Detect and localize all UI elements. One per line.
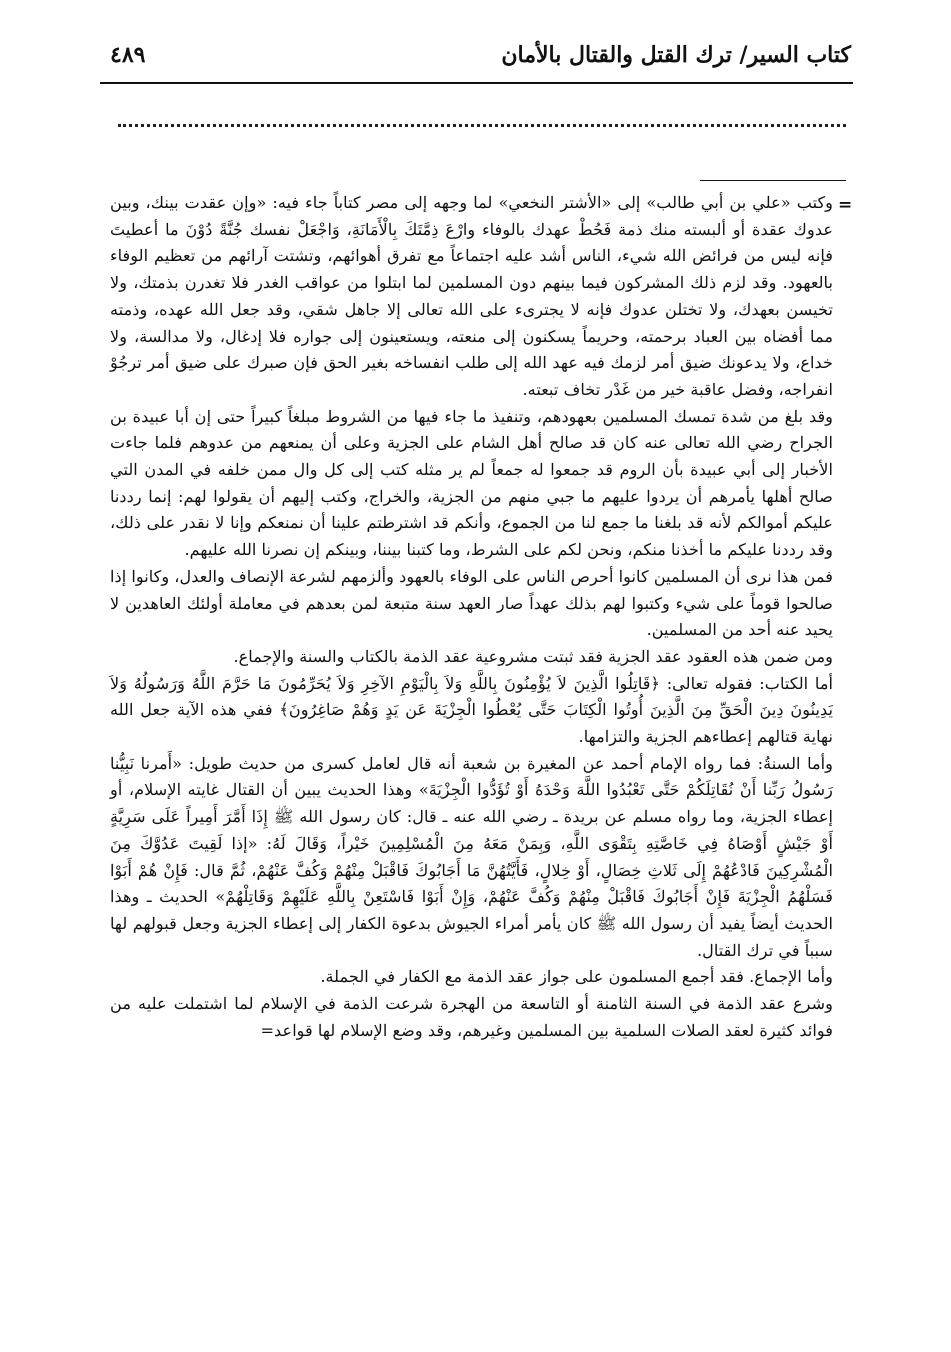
header-title: كتاب السير/ ترك القتل والقتال بالأمان: [501, 42, 851, 68]
footnote-body: [110, 190, 833, 1045]
continuation-mark: =: [838, 195, 853, 215]
paragraph: فمن هذا نرى أن المسلمين كانوا أحرص الناس على الوفاء بالعهود وألزمهم لشرعة الإنصاف والعدل، وكانوا إذا صالحوا قوماً على شيء وكتبوا لهم بذلك عهداً صار العهد سنة متبعة لمن بعدهم في معاملة أولئك العاهدين لا يحيد عنه أحد من المسلمين.: [109, 566, 833, 640]
paragraph: وقد بلغ من شدة تمسك المسلمين بعهودهم، وتنفيذ ما جاء فيها من الشروط مبلغاً كبيراً حتى إن أبا عبيدة بن الجراح رضي الله تعالى عنه كان قد صالح أهل الشام على الجزية وعلى أن يمنعهم من عدوهم فلما جاءت الأخبار إلى أبي عبيدة بأن الروم قد جمعوا له جمعاً لم ير مثله كتب إلى كل وال ممن خلفه في المدن التي صالح أهلها يأمرهم أن يردوا عليهم ما جبي منهم من الجزية، والخراج، وكتب إليهم أن يقولوا لهم: إنما رددنا عليكم أموالكم لأنه قد بلغنا ما جمع لنا من الجموع، وأنكم قد اشترطتم علينا أن نمنعكم وإنا لا نقدر على ذلك، وقد رددنا عليكم ما أخذنا منكم، ونحن لكم على الشرط، وما كتبنا بيننا، وبينكم إن نصرنا الله عليهم.: [110, 406, 833, 560]
dotted-separator: [118, 124, 846, 127]
page-number: ٤٨٩: [110, 42, 146, 68]
header-rule: [100, 82, 853, 84]
paragraph: وشرع عقد الذمة في السنة الثامنة أو التاسعة من الهجرة شرعت الذمة في الإسلام لما اشتملت عليه من فوائد كثيرة لعقد الصلات السلمية بين المسلمين وغيرهم، وقد وضع الإسلام لها قواعد=: [110, 994, 833, 1040]
paragraph: وأما الإجماع. فقد أجمع المسلمون على جواز عقد الذمة مع الكفار في الجملة.: [320, 967, 833, 987]
paragraph: ومن ضمن هذه العقود عقد الجزية فقد ثبتت مشروعية عقد الذمة بالكتاب والسنة والإجماع.: [233, 646, 833, 666]
footnote-rule: [700, 180, 846, 181]
page-header: [110, 40, 851, 80]
paragraph: وكتب «علي بن أبي طالب» إلى «الأشتر النخعي» لما وجهه إلى مصر كتاباً جاء فيه: «وإن عقدت بينك، وبين عدوك عقدة أو ألبسته منك ذمة فَحُطْ عهدك بالوفاء وارْعَ ذِمَّتَكَ بِالْأَمَانَةِ، وَاجْعَلْ نفسك جُنَّةً دُوْنَ ما أعطيتَ فإنه ليس من فرائض الله شيء، الناس أشد عليه اجتماعاً مع تفرق أهوائهم، وتشتت آرائهم من تعظيم الوفاء بالعهود. وقد لزم ذلك المشركون فيما بينهم دون المسلمين لما ابتلوا من عواقب الغدر فلا تغدرن بذمتك، ولا تخيسن بعهدك، ولا تختلن عدوك فإنه لا يجترىء على الله تعالى إلا جاهل شقي، وقد جعل الله عهده، وذمته مما أفضاه بين العباد برحمته، وحريماً يسكنون إلى منعته، ويستعينون إلى جواره فلا إدغال، ولا مدالسة، ولا خداع، ولا يدعونك ضيق أمر لزمك فيه عهد الله إلى طلب انفساخه بغير الحق فإن صبرك على ضيق أمر ترجُوْ انفراجه، وفضل عاقبة خير من غَدْر تخاف تبعته.: [110, 193, 833, 399]
paragraph: وأما السنةُ: فما رواه الإمام أحمد عن المغيرة بن شعبة أنه قال لعامل كسرى من حديث طويل: «أَمرنا نَبِيُّنا رَسُولُ رَبِّنا أَنْ نُقَاتِلَكُمْ حَتَّى تَعْبُدُوا اللَّهَ وَحْدَهُ أَوْ تُؤَدُّوا الْجِزْيَةَ» وهذا الحديث يبين أن القتال غايته الإسلام، أو إعطاء الجزية، وما رواه مسلم عن بريدة ـ رضي الله عنه ـ قال: كان رسول الله ﷺ إِذَا أَمَّرَ أَمِيراً عَلَى سَرِيَّةٍ أَوْ جَيْشٍ أَوْصَاهُ فِي خَاصَّتِهِ بِتَقْوَى اللَّهِ، وَبِمَنْ مَعَهُ مِنَ الْمُسْلِمِينَ خَيْراً، وَقَالَ لَهُ: «إذا لَقِيتَ عَدُوَّكَ مِنَ الْمُشْرِكِينَ فَادْعُهُمْ إِلَى ثَلاثِ خِصَالٍ، أَوْ خِلالٍ، فَأَيَّتُهُنَّ مَا أَجَابُوكَ فَاقْبَلْ مِنْهُمْ وَكُفَّ عَنْهُمْ، ثُمَّ قال: فَإِنْ هُمْ أَبَوْا فَسَلْهُمُ الْجِزْيَةَ فَإِنْ أَجَابُوكَ فَاقْبَلْ مِنْهُمْ وَكُفَّ عَنْهُمْ، وَإِنْ أَبَوْا فَاسْتَعِنْ بِاللَّهِ عَلَيْهِمْ وَقَاتِلْهُمْ» الحديث ـ وهذا الحديث أيضاً يفيد أن رسول الله ﷺ كان يأمر أمراء الجيوش بدعوة الكفار إلى إعطاء الجزية وجعل قبولهم لها سبباً في ترك القتال.: [110, 753, 833, 960]
paragraph: أما الكتاب: فقوله تعالى: ﴿قَاتِلُوا الَّذِينَ لاَ يُؤْمِنُونَ بِاللَّهِ وَلاَ بِالْيَوْمِ الآخِرِ وَلاَ يُحَرِّمُونَ مَا حَرَّمَ اللَّهُ وَرَسُولُهُ وَلاَ يَدِينُونَ دِينَ الْحَقِّ مِنَ الَّذِينَ أُوتُوا الْكِتَابَ حَتَّى يُعْطُوا الْجِزْيَةَ عَن يَدٍ وَهُمْ صَاغِرُونَ﴾ ففي هذه الآية جعل الله نهاية قتالهم إعطاءهم الجزية والتزامها.: [110, 673, 833, 747]
